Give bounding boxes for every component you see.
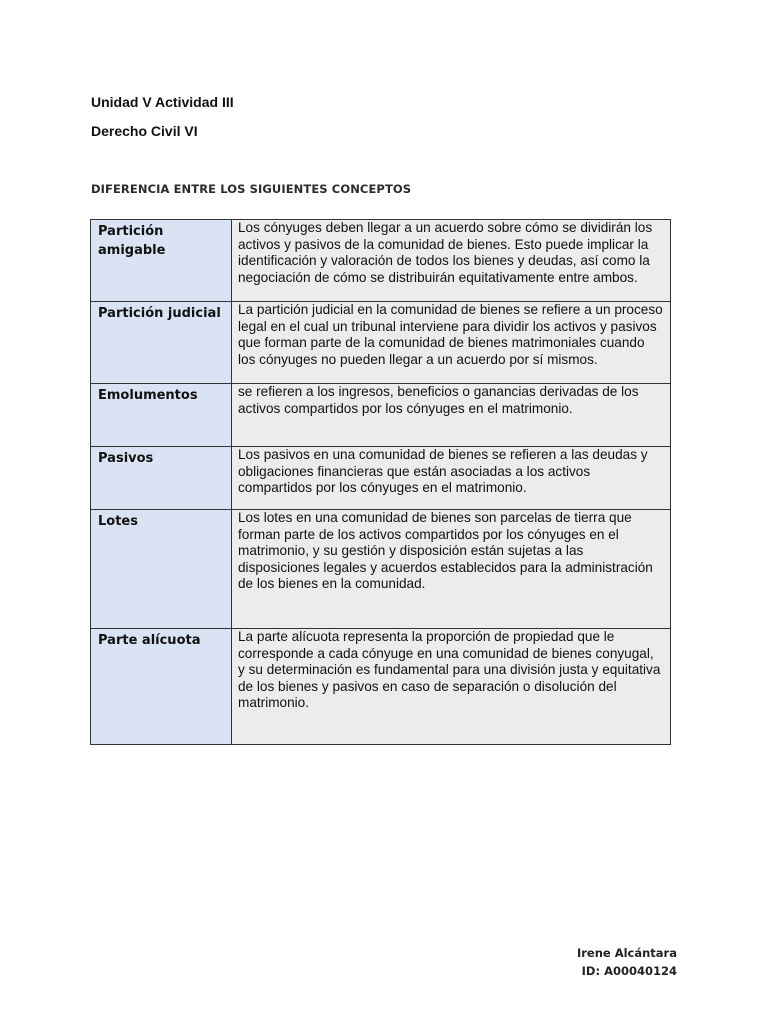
section-title: DIFERENCIA ENTRE LOS SIGUIENTES CONCEPTOS <box>91 182 412 196</box>
term-cell: Emolumentos <box>91 384 232 447</box>
definition-cell: Los pasivos en una comunidad de bienes se refieren a las deudas y obligaciones financieras que están asociadas a los activos compartidos por los cónyuges en el matrimonio. <box>232 447 671 510</box>
unit-title: Unidad V Actividad III <box>91 94 234 110</box>
table-row <box>91 302 671 384</box>
definition-cell: se refieren a los ingresos, beneficios o ganancias derivadas de los activos compartidos por los cónyuges en el matrimonio. <box>232 384 671 447</box>
table-row <box>91 447 671 510</box>
term-cell: Partición amigable <box>91 220 232 302</box>
table-row <box>91 384 671 447</box>
definition-cell: La partición judicial en la comunidad de bienes se refiere a un proceso legal en el cual un tribunal interviene para dividir los activos y pasivos que forman parte de la comunidad de bienes matrimoniales cuando los cónyuges no pueden llegar a un acuerdo por sí mismos. <box>232 302 671 384</box>
term-cell: Pasivos <box>91 447 232 510</box>
table-row <box>91 510 671 629</box>
term-cell: Parte alícuota <box>91 629 232 745</box>
table-row <box>91 220 671 302</box>
concepts-table <box>90 219 671 745</box>
definition-cell: Los lotes en una comunidad de bienes son parcelas de tierra que forman parte de los activos compartidos por los cónyuges en el matrimonio, y su gestión y disposición están sujetas a las disposiciones legales y acuerdos establecidos para la administración de los bienes en la comunidad. <box>232 510 671 629</box>
term-cell: Lotes <box>91 510 232 629</box>
table-row <box>91 629 671 745</box>
course-title: Derecho Civil VI <box>91 123 198 139</box>
definition-cell: La parte alícuota representa la proporción de propiedad que le corresponde a cada cónyuge en una comunidad de bienes conyugal, y su determinación es fundamental para una división justa y equitativa de los bienes y pasivos en caso de separación o disolución del matrimonio. <box>232 629 671 745</box>
author-footer <box>577 944 677 980</box>
term-cell: Partición judicial <box>91 302 232 384</box>
definition-cell: Los cónyuges deben llegar a un acuerdo sobre cómo se dividirán los activos y pasivos de la comunidad de bienes. Esto puede implicar la identificación y valoración de todos los bienes y deudas, así como la negociación de cómo se distribuirán equitativamente entre ambos. <box>232 220 671 302</box>
author-name: Irene Alcántara <box>576 946 677 960</box>
author-id: ID: A00040124 <box>581 964 677 978</box>
